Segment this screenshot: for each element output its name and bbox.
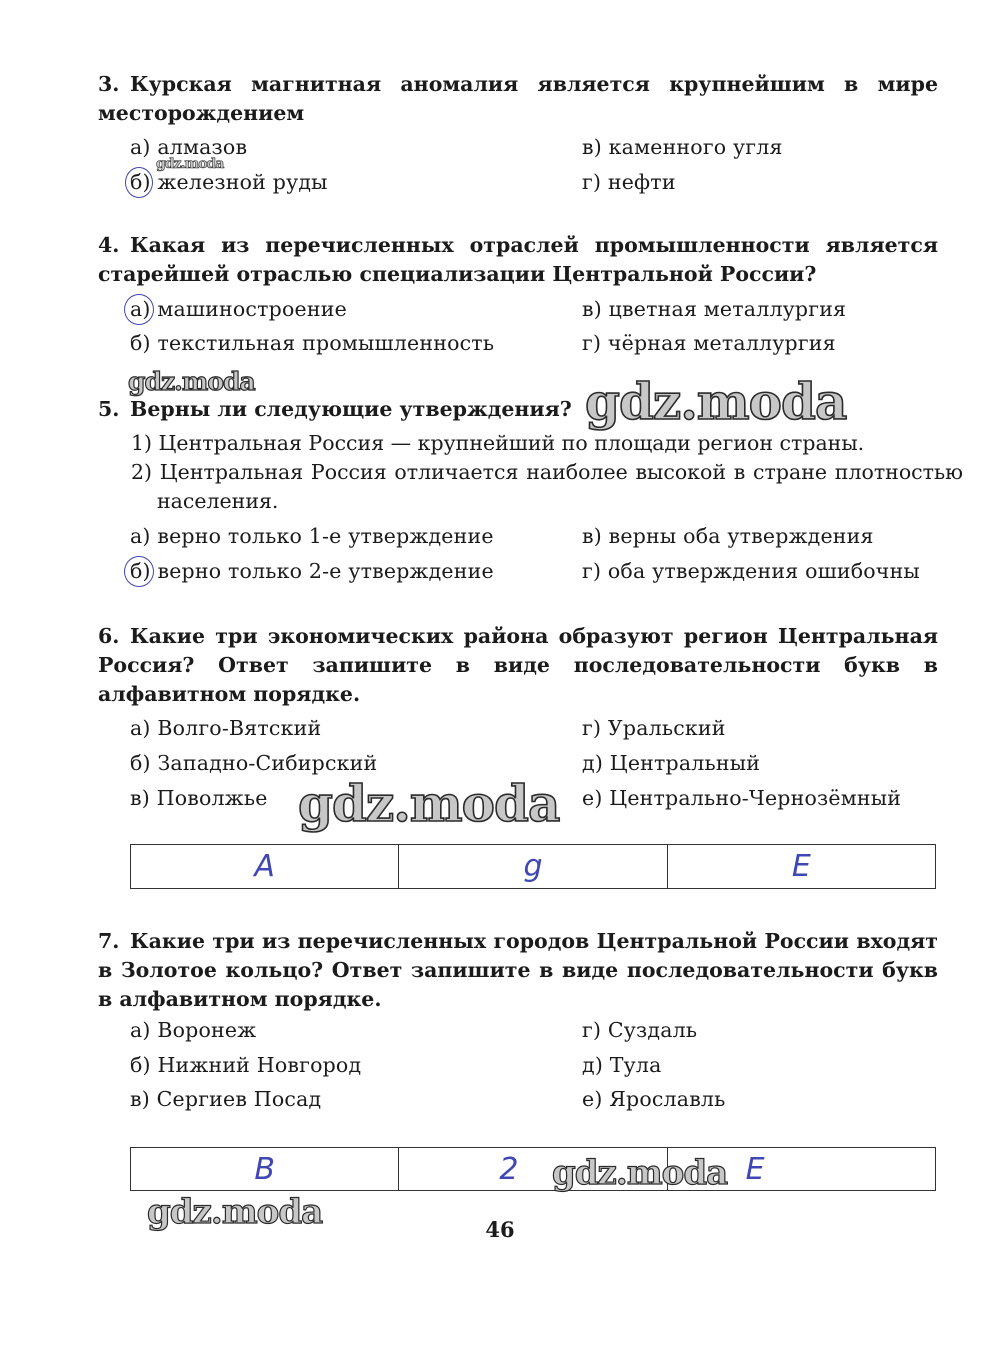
option-g: г) Суздаль <box>582 1018 698 1042</box>
question-7 <box>98 927 938 1014</box>
option-v: в) цветная металлургия <box>582 297 847 321</box>
option-d: д) Центральный <box>582 751 761 775</box>
option-d: д) Тула <box>582 1053 662 1077</box>
option-b: б) верно только 2-е утверждение <box>130 559 494 583</box>
page-number: 46 <box>485 1217 515 1242</box>
statement-2: 2) Центральная Россия отличается наиболее высокой в стране плотностью населения. <box>131 460 963 513</box>
answer-cell[interactable]: g <box>399 845 667 889</box>
option-v: в) Сергиев Посад <box>130 1087 322 1111</box>
answer-cell[interactable]: А <box>131 845 399 889</box>
question-text: Какие три экономических района образуют регион Центральная Россия? Ответ запишите в виде последовательности букв в алфавитном порядке. <box>98 624 938 706</box>
watermark: gdz.moda <box>128 367 255 396</box>
watermark: gdz.moda <box>298 774 560 833</box>
option-b: б) Нижний Новгород <box>130 1053 362 1077</box>
option-v: в) верны оба утверждения <box>582 524 874 548</box>
option-a: а) Волго-Вятский <box>130 716 322 740</box>
option-g: г) нефти <box>582 170 676 194</box>
question-3 <box>98 70 938 128</box>
question-number: 5. <box>98 397 120 421</box>
question-text: Какие три из перечисленных городов Центральной России входят в Золотое кольцо? Ответ запишите в виде последовательности букв в алфавитном порядке. <box>98 929 938 1011</box>
option-a: а) машиностроение <box>130 297 347 321</box>
answer-cell[interactable]: В <box>131 1148 399 1191</box>
option-g: г) Уральский <box>582 716 726 740</box>
watermark: gdz.moda <box>552 1153 728 1193</box>
question-4 <box>98 231 938 289</box>
option-v: в) каменного угля <box>582 135 783 159</box>
answer-cell[interactable]: 2 <box>399 1148 667 1191</box>
question-number: 7. <box>98 929 120 953</box>
watermark: gdz.moda <box>156 156 224 172</box>
statement-1: 1) Центральная Россия — крупнейший по площади регион страны. <box>131 431 865 455</box>
option-b: б) железной руды <box>130 170 328 194</box>
option-v: в) Поволжье <box>130 786 268 810</box>
option-a: а) Воронеж <box>130 1018 257 1042</box>
question-6 <box>98 622 938 709</box>
question-text: Верны ли следующие утверждения? <box>130 397 572 421</box>
answer-cell[interactable]: Е <box>667 1148 935 1191</box>
option-e: е) Центрально-Чернозёмный <box>582 786 902 810</box>
answer-table <box>130 844 936 889</box>
watermark: gdz.moda <box>585 372 847 431</box>
question-number: 4. <box>98 233 120 257</box>
question-text: Какая из перечисленных отраслей промышленности является старейшей отраслью специализации Центральной России? <box>98 233 938 286</box>
option-b: б) Западно-Сибирский <box>130 751 378 775</box>
question-number: 3. <box>98 72 120 96</box>
watermark: gdz.moda <box>147 1192 323 1232</box>
question-text: Курская магнитная аномалия является крупнейшим в мире месторождением <box>98 72 938 125</box>
option-g: г) оба утверждения ошибочны <box>582 559 920 583</box>
option-a: а) верно только 1-е утверждение <box>130 524 494 548</box>
option-e: е) Ярославль <box>582 1087 726 1111</box>
answer-table <box>130 1147 936 1191</box>
option-a: а) алмазов <box>130 135 248 159</box>
question-number: 6. <box>98 624 120 648</box>
answer-cell[interactable]: Е <box>667 845 935 889</box>
answer-circle-mark <box>124 556 154 587</box>
answer-circle-mark <box>125 167 153 198</box>
answer-circle-mark <box>124 294 154 325</box>
option-b: б) текстильная промышленность <box>130 331 495 355</box>
option-g: г) чёрная металлургия <box>582 331 836 355</box>
